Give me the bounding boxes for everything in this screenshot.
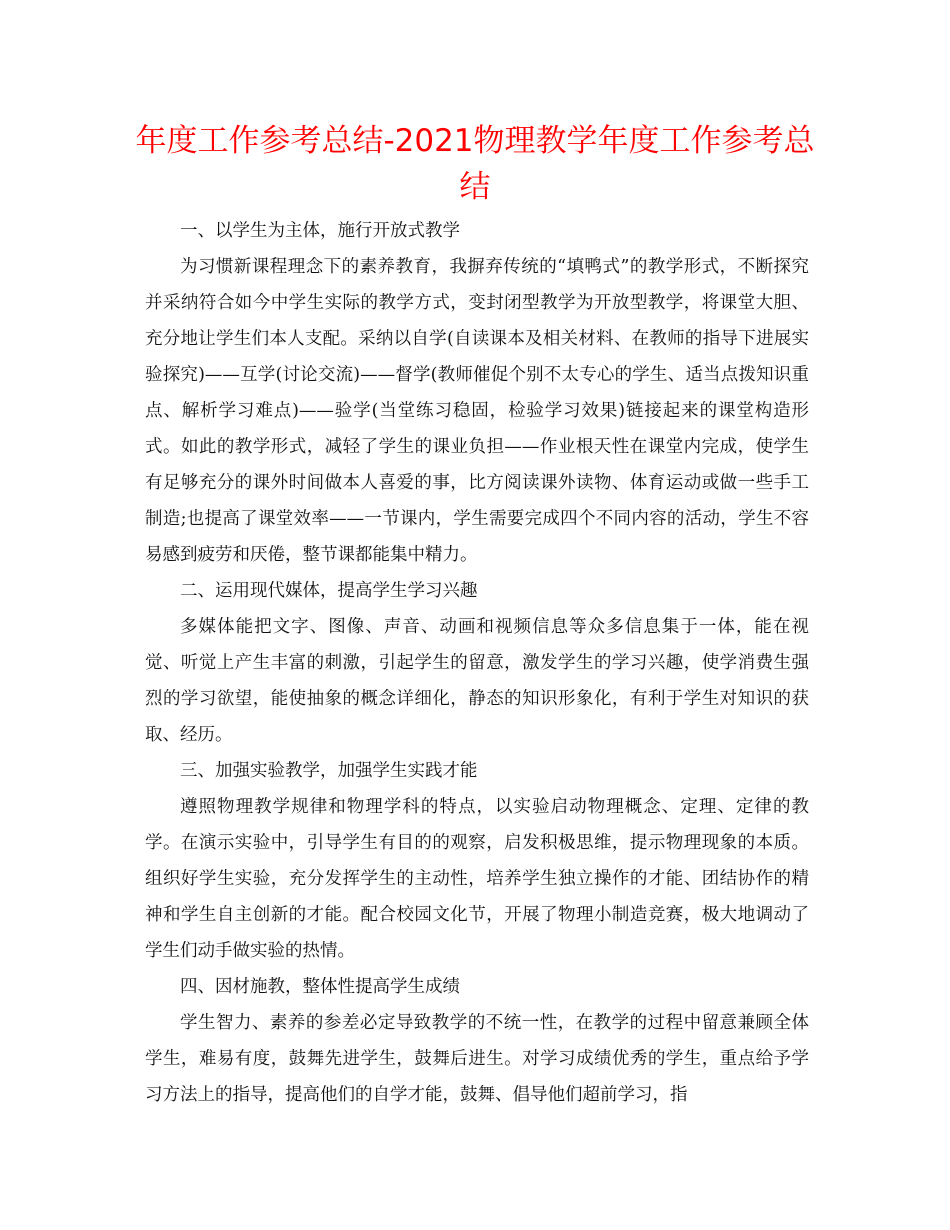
section-paragraph-4: 学生智力、素养的参差必定导致教学的不统一性，在教学的过程中留意兼顾全体学生，难易有度，鼓舞先进学生，鼓舞后进生。对学习成绩优秀的学生，重点给予学习方法上的指导，提高他们的自学才能，鼓舞、倡导他们超前学习，指 — [145, 1013, 809, 1105]
section-paragraph-2: 多媒体能把文字、图像、声音、动画和视频信息等众多信息集于一体，能在视觉、听觉上产生丰富的刺激，引起学生的留意，激发学生的学习兴趣，使学消费生强烈的学习欲望，能使抽象的概念详细化，静态的知识形象化，有利于学生对知识的获取、经历。 — [145, 617, 809, 745]
section-heading-2: 二、运用现代媒体，提高学生学习兴趣 — [180, 581, 478, 601]
document-title: 年度工作参考总结-2021物理教学年度工作参考总结 — [135, 123, 815, 205]
section-paragraph-3: 遵照物理教学规律和物理学科的特点，以实验启动物理概念、定理、定律的教学。在演示实验中，引导学生有目的的观察，启发积极思维，提示物理现象的本质。组织好学生实验，充分发挥学生的主动性，培养学生独立操作的才能、团结协作的精神和学生自主创新的才能。配合校园文化节，开展了物理小制造竞赛，极大地调动了学生们动手做实验的热情。 — [145, 797, 809, 961]
document-body — [145, 213, 809, 1113]
section-heading-4: 四、因材施教，整体性提高学生成绩 — [180, 977, 460, 997]
section-heading-1: 一、以学生为主体，施行开放式教学 — [180, 221, 460, 241]
section-heading-3: 三、加强实验教学，加强学生实践才能 — [180, 761, 478, 781]
section-paragraph-1: 为习惯新课程理念下的素养教育，我摒弃传统的“填鸭式”的教学形式，不断探究并采纳符合如今中学生实际的教学方式，变封闭型教学为开放型教学，将课堂大胆、充分地让学生们本人支配。采纳以自学(自读课本及相关材料、在教师的指导下进展实验探究)——互学(讨论交流)——督学(教师催促个别不太专心的学生、适当点拨知识重点、解析学习难点)——验学(当堂练习稳固，检验学习效果)链接起来的课堂构造形式。如此的教学形式，减轻了学生的课业负担——作业根天性在课堂内完成，使学生有足够充分的课外时间做本人喜爱的事，比方阅读课外读物、体育运动或做一些手工制造;也提高了课堂效率——一节课内，学生需要完成四个不同内容的活动，学生不容易感到疲劳和厌倦，整节课都能集中精力。 — [145, 257, 809, 565]
